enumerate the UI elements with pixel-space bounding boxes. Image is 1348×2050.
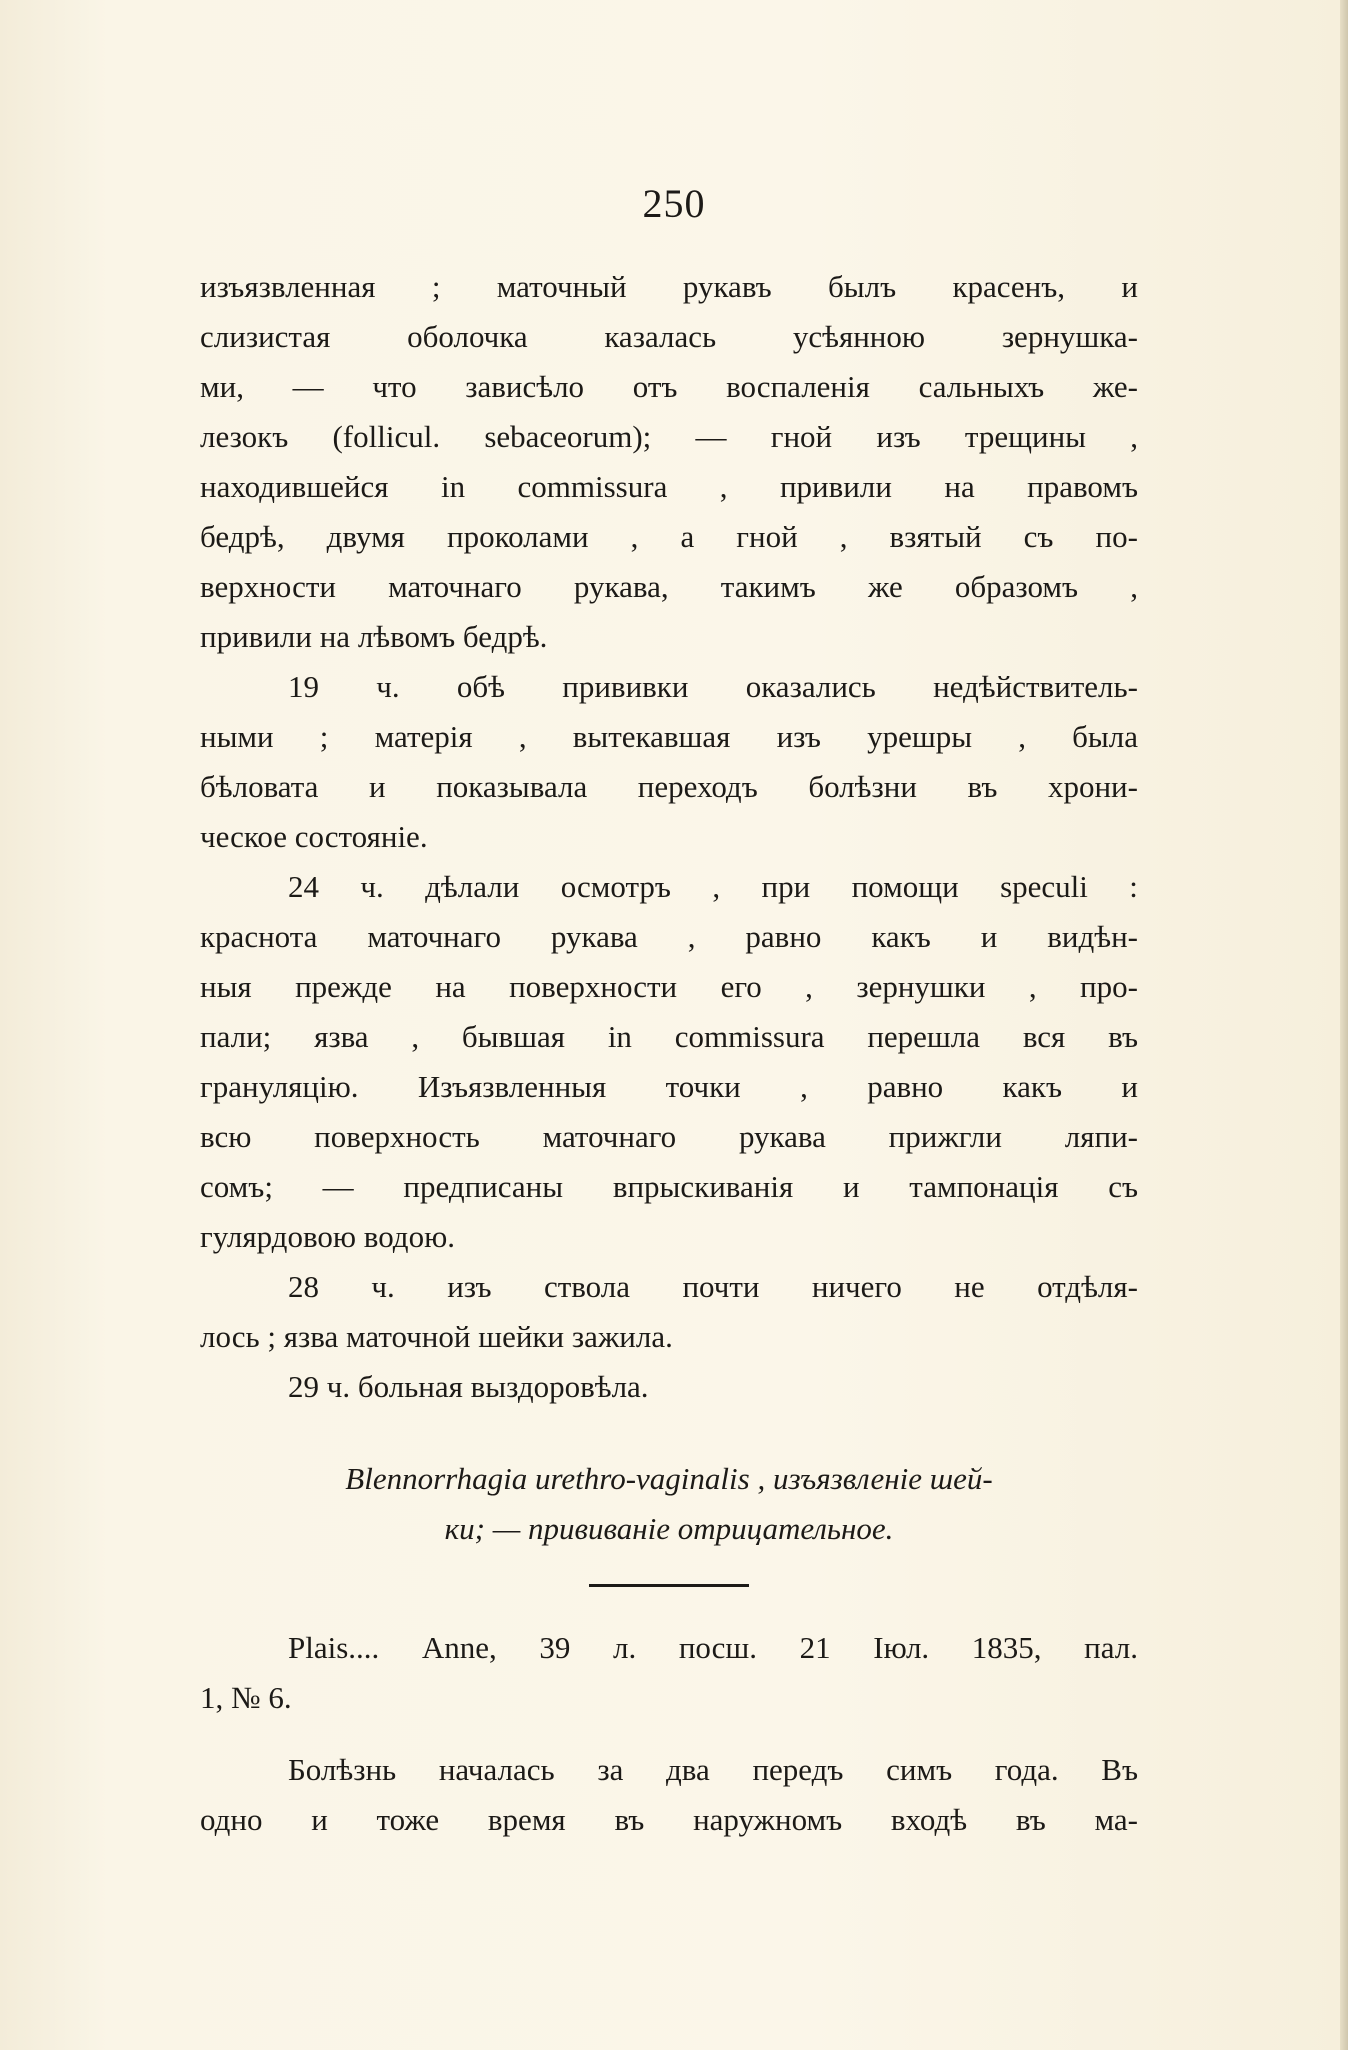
paragraph-block-2 xyxy=(200,1623,1138,1723)
text-line: пали; язва , бывшая in commissura перешла вся въ xyxy=(200,1019,1138,1054)
text-line: грануляцію. Изъязвленныя точки , равно какъ и xyxy=(200,1069,1138,1104)
text-line: бедрѣ, двумя проколами , а гной , взятый съ по- xyxy=(200,519,1138,554)
text-line: ными ; матерія , вытекавшая изъ урешры , была xyxy=(200,719,1138,754)
text-line: 1, № 6. xyxy=(200,1680,292,1715)
text-line: 24 ч. дѣлали осмотръ , при помощи speculi : xyxy=(288,869,1138,904)
paragraph-block-3 xyxy=(200,1745,1138,1845)
text-line: Plais.... Anne, 39 л. посш. 21 Іюл. 1835, пал. xyxy=(288,1630,1138,1665)
text-line: всю поверхность маточнаго рукава прижгли ляпи- xyxy=(200,1119,1138,1154)
text-line: изъязвленная ; маточный рукавъ былъ красенъ, и xyxy=(200,269,1138,304)
page-number: 250 xyxy=(642,181,706,226)
text-line: гулярдовою водою. xyxy=(200,1219,455,1254)
text-line: слизистая оболочка казалась усѣянною зернушка- xyxy=(200,319,1138,354)
spacer xyxy=(200,1723,1138,1745)
text-line: 29 ч. больная выздоровѣла. xyxy=(288,1369,649,1404)
text-line: привили на лѣвомъ бедрѣ. xyxy=(200,619,548,654)
text-line: бѣловата и показывала переходъ болѣзни въ хрони- xyxy=(200,769,1138,804)
text-line: лезокъ (follicul. sebaceorum); — гной изъ трещины , xyxy=(200,419,1138,454)
text-line: находившейся in commissura , привили на правомъ xyxy=(200,469,1138,504)
text-line: ческое состояніе. xyxy=(200,819,428,854)
text-line: ми, — что зависѣло отъ воспаленія сальныхъ же- xyxy=(200,369,1138,404)
text-line: 28 ч. изъ ствола почти ничего не отдѣля- xyxy=(288,1269,1138,1304)
text-line: 19 ч. обѣ прививки оказались недѣйствитель- xyxy=(288,669,1138,704)
text-line: лось ; язва маточной шейки зажила. xyxy=(200,1319,673,1354)
case-heading-line-1: Blennorrhagia urethro-vaginalis , изъязвленіе шей- xyxy=(345,1461,993,1496)
text-line: Болѣзнь началась за два передъ симъ года. Въ xyxy=(288,1752,1138,1787)
case-heading-line-2: ки; — прививаніе отрицательное. xyxy=(444,1511,894,1546)
paragraph-block-1 xyxy=(200,262,1138,1412)
text-line: верхности маточнаго рукава, такимъ же образомъ , xyxy=(200,569,1138,604)
body-text xyxy=(200,262,1138,1845)
spacer xyxy=(200,1412,1138,1454)
page-edge xyxy=(1340,0,1348,2050)
text-line: ныя прежде на поверхности его , зернушки , про- xyxy=(200,969,1138,1004)
text-line: одно и тоже время въ наружномъ входѣ въ ма- xyxy=(200,1802,1138,1837)
divider-rule xyxy=(589,1584,749,1587)
text-line: сомъ; — предписаны впрыскиванія и тампонація съ xyxy=(200,1169,1138,1204)
text-line: краснота маточнаго рукава , равно какъ и видѣн- xyxy=(200,919,1138,954)
